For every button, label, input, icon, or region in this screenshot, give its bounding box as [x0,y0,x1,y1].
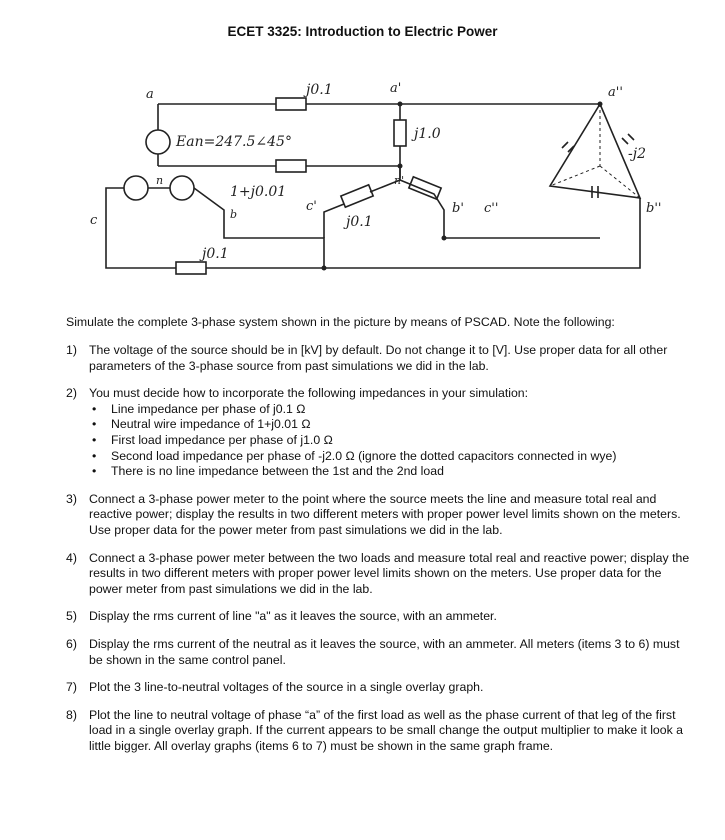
load2-cap-ab [622,134,634,144]
item-number: 3) [66,491,77,506]
item-number: 1) [66,343,77,357]
list-item [66,680,694,696]
source-c-symbol [124,176,148,200]
intro-text: Simulate the complete 3-phase system shown in the picture by means of PSCAD. Note the following: [66,315,615,329]
item-text: Plot the line to neutral voltage of phase “a” of the first load as well as the phase current of that leg of the first load in a single overlay graph. If the current appears to be small change the output multiplier to make it look a little bigger. All overlay graphs (items 6 to 7) must be shown in the same graph frame. [89,707,684,753]
bullet-item: • Second load impedance per phase of -j2.0 Ω (ignore the dotted capacitors connected in wye) [111,449,694,465]
source-b-symbol [170,176,194,200]
item-text: You must decide how to incorporate the following impedances in your simulation: [89,386,529,401]
list-item [66,386,694,480]
node-n-prime [398,164,403,169]
label-load2-z: -j2 [628,146,646,162]
bullet-item: • There is no line impedance between the 1st and the 2nd load [111,464,694,480]
line-c-impedance [176,262,206,274]
page-title: ECET 3325: Introduction to Electric Power [227,24,498,39]
item-number: 7) [66,680,77,695]
label-neutral-z: 1+j0.01 [230,184,287,200]
node-c-prime [322,266,327,271]
item-text: Connect a 3-phase power meter to the point where the source meets the line and measure total real and reactive power; display the results in two different meters with proper power level limits shown on the meters. Use proper data for the power meter from past simulations we did in the lab. [89,491,681,537]
load1-b-impedance [409,177,441,199]
list-item [66,609,694,625]
neutral-impedance [276,160,306,172]
item-text: Display the rms current of the neutral as it leaves the source, with an ammeter. All meters (items 3 to 6) must be shown in the same control panel. [89,636,680,667]
load1-a-impedance [394,120,406,146]
label-load1-leg-z: j0.1 [346,214,373,230]
item-number: 4) [66,550,77,565]
item-text: Display the rms current of line "a" as it leaves the source, with an ammeter. [89,609,497,624]
impedance-list [89,402,694,480]
label-line-z: j0.1 [306,82,333,98]
list-item [66,492,694,539]
list-item [66,551,694,598]
line-a-impedance [276,98,306,110]
item-number: 2) [66,386,77,401]
node-a-dprime [598,102,603,107]
load2-delta [550,104,640,198]
label-n: n [156,174,164,187]
item-text: Connect a 3-phase power meter between the two loads and measure total real and reactive power; display the results in two different meters with proper power level limits shown on the meters. Use proper data for the power meter from past simulations we did in the lab. [89,550,690,596]
node-a-prime [398,102,403,107]
label-a-prime: a' [390,81,402,96]
label-n-prime: n' [394,174,405,187]
label-b-prime: b' [452,201,464,216]
item-number: 5) [66,609,77,624]
bullet-item: • Line impedance per phase of j0.1 Ω [111,402,694,418]
label-c-prime: c' [306,199,317,214]
bullet-item: • Neutral wire impedance of 1+j0.01 Ω [111,417,694,433]
item-number: 6) [66,636,77,651]
node-b-prime [442,236,447,241]
list-item [66,708,694,755]
label-c-dprime: c'' [484,201,499,216]
bullet-item: • First load impedance per phase of j1.0 Ω [111,433,694,449]
list-item [66,343,694,374]
item-number: 8) [66,707,77,722]
load1-c-impedance [341,185,373,207]
label-c: c [90,213,98,228]
label-load1-z: j1.0 [414,126,441,142]
item-text: Plot the 3 line-to-neutral voltages of the source in a single overlay graph. [89,680,484,695]
label-b-dprime: b'' [646,201,662,216]
label-b: b [230,208,238,221]
list-item [66,637,694,668]
label-a: a [146,87,154,102]
instruction-list [66,343,694,766]
label-a-dprime: a'' [608,85,623,100]
circuit-diagram [80,62,700,282]
load2-dotted-wye [550,104,640,198]
label-source: Ean=247.5∠45° [176,134,292,150]
item-text: The voltage of the source should be in [kV] by default. Do not change it to [V]. Use proper data for all other parameters of the 3-phase source from past simulations we did in the lab. [89,343,668,373]
label-line-c-z: j0.1 [202,246,229,262]
source-a-symbol [146,130,170,154]
